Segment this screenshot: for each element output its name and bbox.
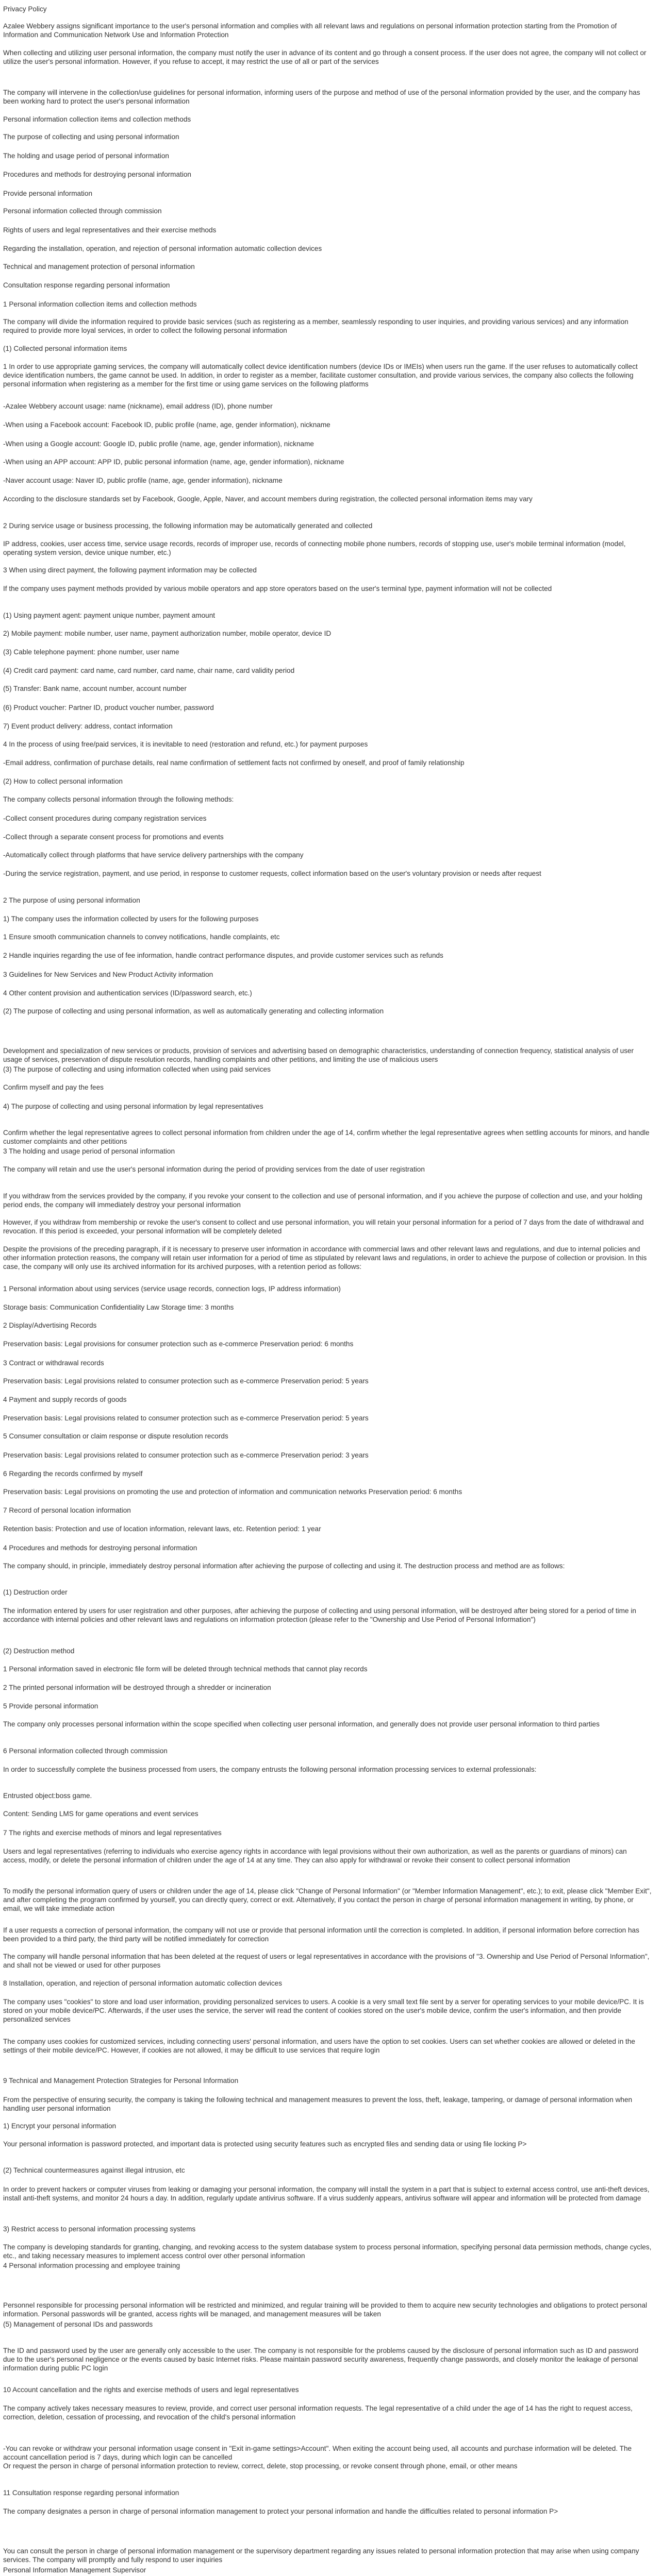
paragraph: 4 In the process of using free/paid services, it is inevitable to need (restoration and refund, etc.) for payment purposes — [3, 740, 368, 748]
paragraph: Technical and management protection of personal information — [3, 263, 195, 270]
paragraph: -When using a Facebook account: Facebook ID, public profile (name, age, gender information), nickname — [3, 421, 330, 429]
paragraph: Content: Sending LMS for game operations and event services — [3, 1810, 198, 1818]
paragraph: The company will retain and use the user's personal information during the period of providing services from the date of user registration — [3, 1165, 425, 1173]
paragraph: Despite the provisions of the preceding paragraph, if it is necessary to preserve user information in accordance with commercial laws and other relevant laws and regulations, and due to internal policies and other information protection reasons, the company will retain user information for a period of time as stipulated by relevant laws and regulations, in order to achieve the purpose of collection or provision. In this case, the company will only use its archived information for its archived purposes, with a retention period as follows: — [3, 1245, 647, 1270]
paragraph: The company designates a person in charge of personal information management to protect your personal information and handle the difficulties related to personal information P> — [3, 2507, 558, 2515]
document-title: Privacy Policy — [3, 5, 47, 13]
paragraph: 1 Personal information about using services (service usage records, connection logs, IP address information) — [3, 1285, 341, 1293]
paragraph: -During the service registration, payment, and use period, in response to customer requests, collect information based on the user's voluntary provision or needs after request — [3, 870, 541, 877]
paragraph: 3) Restrict access to personal information processing systems — [3, 2225, 196, 2233]
paragraph: 4) The purpose of collecting and using personal information by legal representatives — [3, 1103, 263, 1110]
paragraph: In order to successfully complete the business processed from users, the company entrusts the following personal information processing services to external professionals: — [3, 1766, 537, 1773]
paragraph: 4 Procedures and methods for destroying personal information — [3, 1544, 197, 1552]
paragraph: 4 Payment and supply records of goods — [3, 1396, 127, 1403]
paragraph: 2) Mobile payment: mobile number, user name, payment authorization number, mobile operator, device ID — [3, 630, 332, 637]
paragraph: 4 Personal information processing and employee training — [3, 2262, 180, 2269]
paragraph: Azalee Webbery assigns significant importance to the user's personal information and complies with all relevant laws and regulations on personal information protection starting from the Promotion of Information and Communication Network Use and Information Protection — [3, 22, 617, 39]
paragraph: (2) How to collect personal information — [3, 777, 123, 785]
paragraph: (3) Cable telephone payment: phone number, user name — [3, 648, 179, 656]
paragraph: When collecting and utilizing user personal information, the company must notify the user in advance of its content and go through a consent process. If the user does not agree, the company will not collect or utilize the user's personal information. However, if you refuse to accept, it may restrict the use of all or part of the services — [3, 49, 647, 65]
paragraph: (3) The purpose of collecting and using information collected when using paid services — [3, 1065, 271, 1073]
paragraph: You can consult the person in charge of personal information management or the supervisory department regarding any issues related to personal information protection that may arise when using company services. The company will promptly and fully respond to user inquiries — [3, 2547, 639, 2564]
paragraph: Preservation basis: Legal provisions related to consumer protection such as e-commerce Preservation period: 5 years — [3, 1414, 369, 1422]
paragraph: 7) Event product delivery: address, contact information — [3, 722, 173, 730]
paragraph: Storage basis: Communication Confidentiality Law Storage time: 3 months — [3, 1303, 234, 1311]
paragraph: 6 Regarding the records confirmed by myself — [3, 1470, 143, 1478]
paragraph: (2) Destruction method — [3, 1647, 75, 1655]
paragraph: Preservation basis: Legal provisions on promoting the use and protection of information and communication networks Preservation period: 6 months — [3, 1488, 462, 1496]
paragraph: -Naver account usage: Naver ID, public profile (name, age, gender information), nickname — [3, 477, 283, 484]
paragraph: -When using a Google account: Google ID, public profile (name, age, gender information), nickname — [3, 440, 314, 448]
paragraph: (4) Credit card payment: card name, card number, card name, chair name, card validity period — [3, 667, 295, 674]
paragraph: 5 Consumer consultation or claim response or dispute resolution records — [3, 1432, 228, 1440]
paragraph: The company collects personal information through the following methods: — [3, 795, 234, 803]
paragraph: (2) Technical countermeasures against illegal intrusion, etc — [3, 2166, 185, 2174]
paragraph: 3 Guidelines for New Services and New Product Activity information — [3, 971, 213, 978]
paragraph: The holding and usage period of personal information — [3, 152, 169, 160]
paragraph: 3 Contract or withdrawal records — [3, 1359, 104, 1367]
paragraph: Personal Information Management Supervisor — [3, 2566, 146, 2574]
paragraph: If you withdraw from the services provided by the company, if you revoke your consent to the collection and use of personal information, and if you achieve the purpose of collection and use, and your holding period ends, the company will immediately destroy your personal information — [3, 1192, 642, 1209]
paragraph: Regarding the installation, operation, and rejection of personal information automatic collection devices — [3, 245, 322, 252]
paragraph: -You can revoke or withdraw your personal information usage consent in "Exit in-game settings>Account". When exiting the account being used, all accounts and purchase information will be deleted. The account cancellation period is 7 days, during which login can be cancelled — [3, 2445, 632, 2461]
paragraph: Confirm myself and pay the fees — [3, 1083, 104, 1091]
paragraph: 3 The holding and usage period of personal information — [3, 1147, 175, 1155]
paragraph: The company will divide the information required to provide basic services (such as registering as a member, seamlessly responding to user inquiries, and providing various services) and any information required to provide more loyal services, in order to collect the following personal information — [3, 318, 628, 334]
paragraph: -Azalee Webbery account usage: name (nickname), email address (ID), phone number — [3, 402, 273, 410]
paragraph: The purpose of collecting and using personal information — [3, 133, 179, 141]
paragraph: 1 In order to use appropriate gaming services, the company will automatically collect device identification numbers (device IDs or IMEIs) when users run the game. If the user refuses to automatically collect device identification numbers, the game cannot be used. In addition, in order to register as a member, facilitate customer consultation, and provide various services, the company also collects the following personal information when registering as a member for the first time or using game services on the following platforms — [3, 363, 638, 388]
paragraph: 2 Handle inquiries regarding the use of fee information, handle contract performance disputes, and provide customer services such as refunds — [3, 952, 443, 959]
paragraph: Retention basis: Protection and use of location information, relevant laws, etc. Retention period: 1 year — [3, 1525, 321, 1533]
paragraph: 9 Technical and Management Protection Strategies for Personal Information — [3, 2077, 239, 2084]
paragraph: 1) Encrypt your personal information — [3, 2122, 117, 2130]
paragraph: 3 When using direct payment, the following payment information may be collected — [3, 566, 257, 574]
paragraph: (6) Product voucher: Partner ID, product voucher number, password — [3, 704, 214, 711]
paragraph: The company uses cookies for customized services, including connecting users' personal information, and users have the option to set cookies. Users can set whether cookies are allowed or deleted in the settings of their mobile device/PC. However, if cookies are not allowed, it may be difficult to use services that require login — [3, 2038, 635, 2054]
paragraph: (5) Transfer: Bank name, account number, account number — [3, 685, 187, 692]
paragraph: 2 During service usage or business processing, the following information may be automatically generated and collected — [3, 522, 373, 530]
paragraph: -Collect through a separate consent process for promotions and events — [3, 833, 224, 841]
paragraph: -Automatically collect through platforms that have service delivery partnerships with the company — [3, 851, 304, 859]
paragraph: IP address, cookies, user access time, service usage records, records of improper use, records of connecting mobile phone numbers, records of stopping use, user's mobile terminal information (model, operating system version, device unique number, etc.) — [3, 540, 626, 556]
paragraph: Personnel responsible for processing personal information will be restricted and minimized, and regular training will be provided to them to acquire new security technologies and obligations to protect personal information. Personal passwords will be granted, access rights will be managed, and management measures will be taken — [3, 2301, 648, 2318]
paragraph: 1 Ensure smooth communication channels to convey notifications, handle complaints, etc — [3, 933, 280, 941]
paragraph: (1) Destruction order — [3, 1588, 68, 1596]
paragraph: -When using an APP account: APP ID, public personal information (name, age, gender information), nickname — [3, 458, 344, 466]
paragraph: 1 Personal information saved in electronic file form will be deleted through technical methods that cannot play records — [3, 1665, 368, 1673]
paragraph: 7 The rights and exercise methods of minors and legal representatives — [3, 1829, 222, 1837]
paragraph: Or request the person in charge of personal information protection to review, correct, delete, stop processing, or revoke consent through phone, email, or other means — [3, 2462, 518, 2470]
paragraph: 4 Other content provision and authentication services (ID/password search, etc.) — [3, 989, 252, 997]
paragraph: Consultation response regarding personal information — [3, 281, 170, 289]
paragraph: Entrusted object:boss game. — [3, 1792, 92, 1800]
paragraph: Preservation basis: Legal provisions related to consumer protection such as e-commerce Preservation period: 5 years — [3, 1377, 369, 1385]
paragraph: From the perspective of ensuring security, the company is taking the following technical and management measures to prevent the loss, theft, leakage, tampering, or damage of personal information when handling user personal information — [3, 2096, 633, 2112]
paragraph: 8 Installation, operation, and rejection of personal information automatic collection devices — [3, 1979, 283, 1987]
paragraph: Procedures and methods for destroying personal information — [3, 171, 191, 178]
paragraph: 7 Record of personal location information — [3, 1506, 131, 1514]
paragraph: If a user requests a correction of personal information, the company will not use or provide that personal information until the correction is completed. In addition, if personal information before correction has been provided to a third party, the third party will be notified immediately for correction — [3, 1926, 639, 1943]
paragraph: (5) Management of personal IDs and passwords — [3, 2320, 153, 2328]
paragraph: The information entered by users for user registration and other purposes, after achieving the purpose of collecting and using personal information, will be destroyed after being stored for a period of time in accordance with internal policies and other relevant laws and regulations on information protection (please refer to the "Ownership and Use Period of Personal Information") — [3, 1607, 636, 1623]
paragraph: Preservation basis: Legal provisions for consumer protection such as e-commerce Preservation period: 6 months — [3, 1340, 354, 1348]
paragraph: 2 The printed personal information will be destroyed through a shredder or incineration — [3, 1684, 271, 1691]
paragraph: 5 Provide personal information — [3, 1702, 98, 1710]
paragraph: The company should, in principle, immediately destroy personal information after achieving the purpose of collecting and using it. The destruction process and method are as follows: — [3, 1562, 565, 1570]
paragraph: Confirm whether the legal representative agrees to collect personal information from children under the age of 14, confirm whether the legal representative agrees when settling accounts for minors, and handle customer complaints and other petitions — [3, 1129, 650, 1145]
paragraph: 1) The company uses the information collected by users for the following purposes — [3, 915, 259, 923]
paragraph: Preservation basis: Legal provisions related to consumer protection such as e-commerce Preservation period: 3 years — [3, 1451, 369, 1459]
paragraph: 1 Personal information collection items and collection methods — [3, 300, 197, 308]
paragraph: However, if you withdraw from membership or revoke the user's consent to collect and use personal information, you will retain your personal information for a period of 7 days from the date of withdrawal and revocation. If this period is exceeded, your personal information will be completely deleted — [3, 1218, 644, 1235]
paragraph: The ID and password used by the user are generally only accessible to the user. The company is not responsible for the problems caused by the disclosure of personal information such as ID and password due to the user's personal negligence or the events caused by basic Internet risks. Please maintain password security awareness, frequently change passwords, and closely monitor the leakage of personal information during public PC login — [3, 2347, 639, 2372]
paragraph: Your personal information is password protected, and important data is protected using security features such as encrypted files and sending data or using file locking P> — [3, 2140, 527, 2148]
paragraph: (1) Collected personal information items — [3, 345, 127, 352]
paragraph: 2 The purpose of using personal information — [3, 896, 140, 904]
paragraph: The company is developing standards for granting, changing, and revoking access to the system database system to process personal information, specifying personal data permission methods, change cycles, etc., and taking necessary measures to implement access control over other personal information — [3, 2243, 652, 2260]
paragraph: The company uses "cookies" to store and load user information, providing personalized services to users. A cookie is a very small text file sent by a server for operating services to your mobile device/PC. It is stored on your mobile device/PC. Afterwards, if the user uses the service, the server will read the content of cookies stored on the user's mobile device, confirm the user's information, and then provide personalized services — [3, 1998, 644, 2023]
paragraph: The company actively takes necessary measures to review, provide, and correct user personal information requests. The legal representative of a child under the age of 14 has the right to request access, correction, deletion, cessation of processing, and revocation of the child's personal information — [3, 2404, 633, 2421]
paragraph: To modify the personal information query of users or children under the age of 14, please click "Change of Personal Information" (or "Member Information Management", etc.); to exit, please click "Member Exit", and after completing the program confirmed by yourself, you can directly query, correct or exit. Alternatively, if you contact the person in charge of personal information management in writing, by phone, or email, we will take immediate action — [3, 1887, 652, 1912]
paragraph: The company will handle personal information that has been deleted at the request of users or legal representatives in accordance with the provisions of "3. Ownership and Use Period of Personal Information", and shall not be viewed or used for other purposes — [3, 1953, 650, 1969]
paragraph: In order to prevent hackers or computer viruses from leaking or damaging your personal information, the company will install the system in a part that is subject to external access control, use anti-theft devices, install anti-theft systems, and monitor 24 hours a day. In addition, regularly update antivirus software. If a virus suddenly appears, antivirus software will appear and information will be protected from damage — [3, 2185, 650, 2202]
paragraph: (1) Using payment agent: payment unique number, payment amount — [3, 612, 216, 619]
paragraph: If the company uses payment methods provided by various mobile operators and app store operators based on the user's terminal type, payment information will not be collected — [3, 585, 552, 592]
paragraph: -Collect consent procedures during company registration services — [3, 815, 207, 822]
paragraph: Development and specialization of new services or products, provision of services and advertising based on demographic characteristics, understanding of connection frequency, statistical analysis of user usage of services, preservation of dispute resolution records, handling complaints and other petitions, and limiting the use of malicious users — [3, 1047, 634, 1063]
paragraph: 11 Consultation response regarding personal information — [3, 2489, 179, 2497]
paragraph: Provide personal information — [3, 190, 93, 197]
paragraph: Personal information collection items and collection methods — [3, 115, 191, 123]
paragraph: 6 Personal information collected through commission — [3, 1747, 168, 1755]
paragraph: 10 Account cancellation and the rights and exercise methods of users and legal representatives — [3, 2386, 299, 2394]
paragraph: (2) The purpose of collecting and using personal information, as well as automatically generating and collecting information — [3, 1007, 384, 1015]
paragraph: -Email address, confirmation of purchase details, real name confirmation of settlement facts not confirmed by oneself, and proof of family relationship — [3, 759, 465, 767]
paragraph: The company only processes personal information within the scope specified when collecting user personal information, and generally does not provide user personal information to third parties — [3, 1720, 600, 1728]
paragraph: Users and legal representatives (referring to individuals who exercise agency rights in accordance with legal provisions without their own authorization, as well as the parents or guardians of minors) can access, modify, or delete the personal information of children under the age of 14 at any time. They can also apply for withdrawal or revoke their consent to collect personal information — [3, 1848, 627, 1864]
paragraph: Personal information collected through commission — [3, 207, 162, 215]
paragraph: 2 Display/Advertising Records — [3, 1321, 97, 1329]
paragraph: According to the disclosure standards set by Facebook, Google, Apple, Naver, and account members during registration, the collected personal information items may vary — [3, 495, 533, 503]
paragraph: Rights of users and legal representatives and their exercise methods — [3, 226, 217, 234]
paragraph: The company will intervene in the collection/use guidelines for personal information, informing users of the purpose and method of use of the personal information provided by the user, and the company has been working hard to protect the user's personal information — [3, 89, 640, 105]
